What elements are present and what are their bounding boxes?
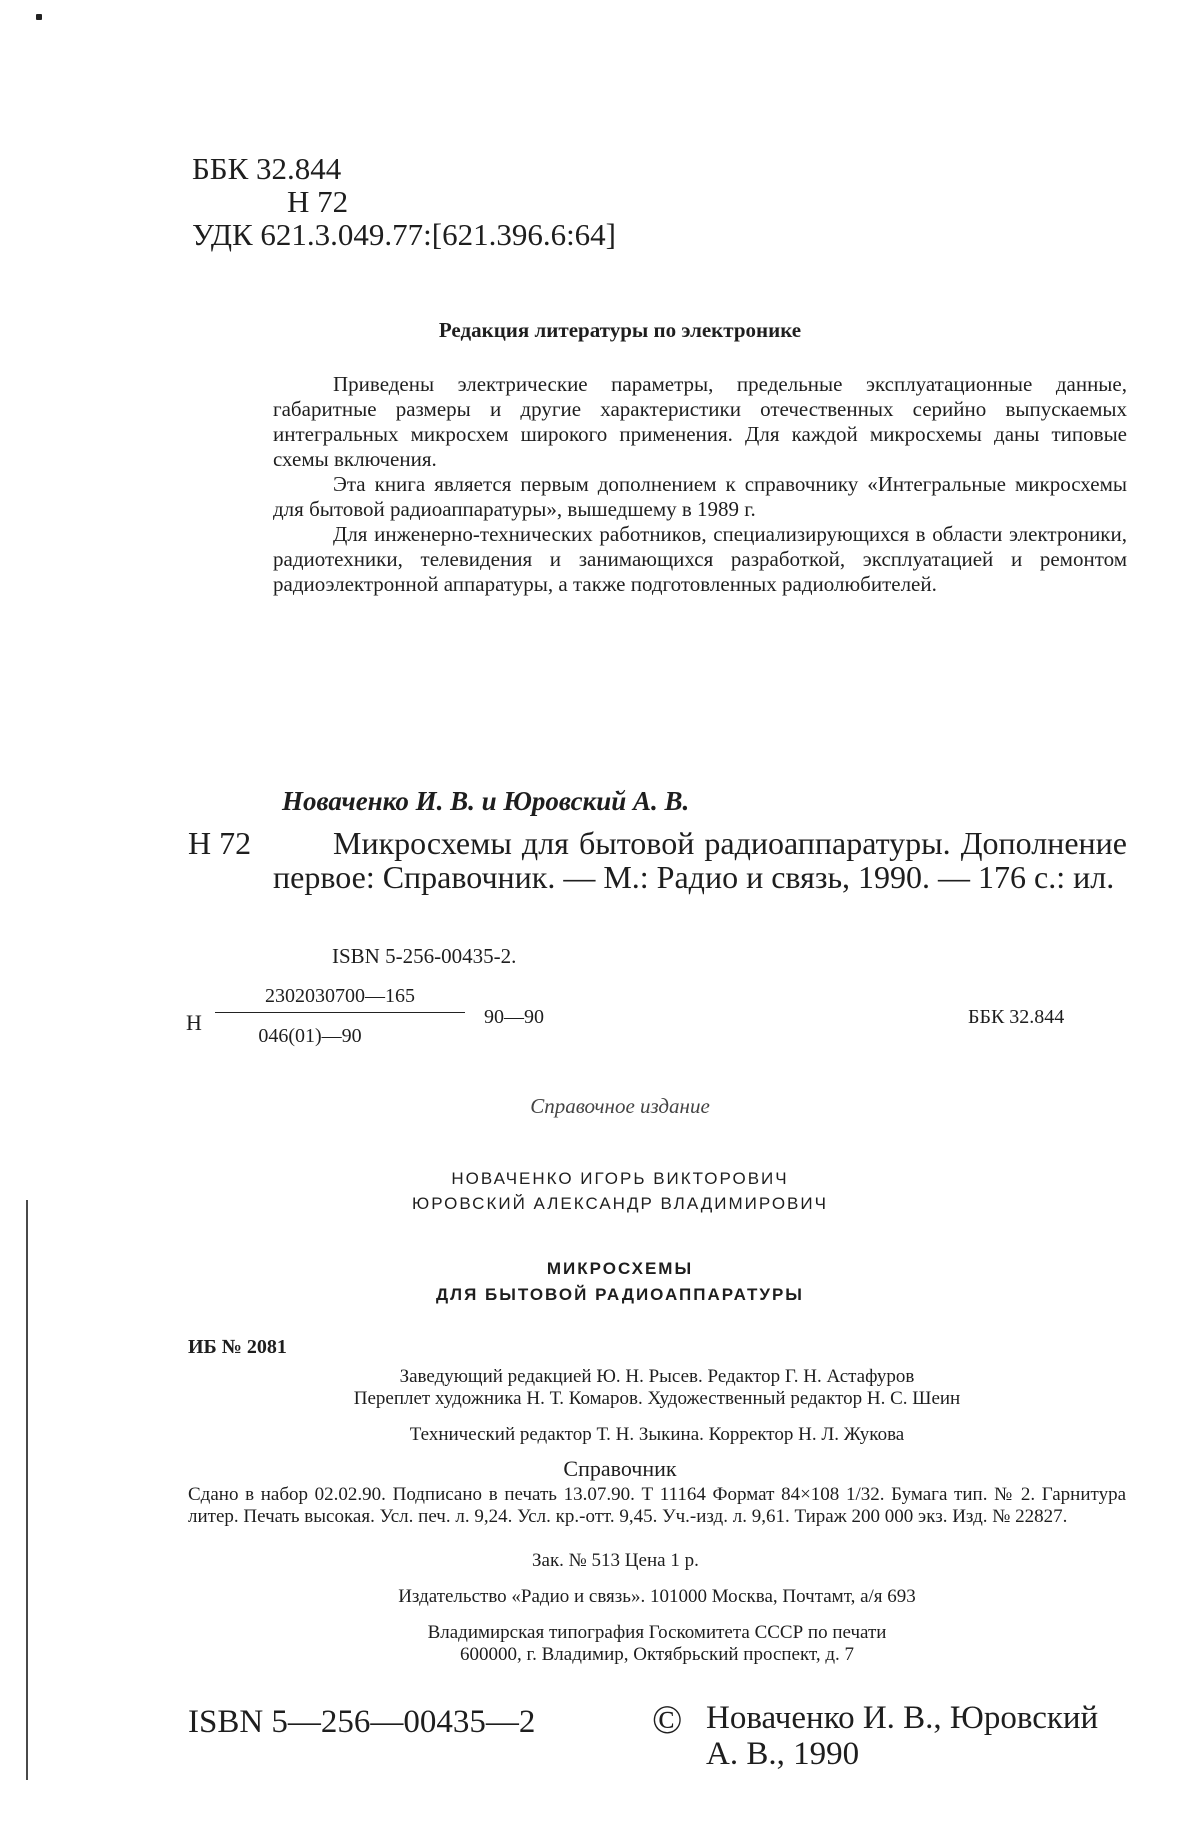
author-mark: Н 72: [287, 184, 349, 219]
publisher: Издательство «Радио и связь». 101000 Москва, Почтамт, а/я 693: [398, 1586, 916, 1607]
print-details: Сдано в набор 02.02.90. Подписано в печать 13.07.90. Т 11164 Формат 84×108 1/32. Бумага тип. № 2. Гарнитура литер. Печать высокая. Усл. печ. л. 9,24. Усл. кр.-отт. 9,45. Уч.-изд. л. 9,61. Тираж 200 000 экз. Изд. № 22827.: [188, 1484, 1126, 1527]
annotation: [273, 372, 1127, 597]
credits-line: Заведующий редакцией Ю. Н. Рысев. Редактор Г. Н. Астафуров: [399, 1366, 915, 1387]
scan-edge-line: [26, 1200, 28, 1780]
book-title: [250, 1256, 990, 1308]
book-title-line: ДЛЯ БЫТОВОЙ РАДИОАППАРАТУРЫ: [436, 1285, 804, 1304]
bottom-isbn: ISBN 5—256—00435—2: [188, 1704, 536, 1740]
classification-block: [192, 152, 616, 251]
print-heading: Справочник: [563, 1456, 677, 1481]
printer: [188, 1622, 1126, 1666]
ib-number: ИБ № 2081: [188, 1336, 287, 1358]
annotation-paragraph: Для инженерно-технических работников, специализирующихся в области электроники, радиотехники, телевидения и занимающихся разработкой, эксплуатацией и ремонтом радиоэлектронной аппаратуры, а также подготовленных радиолюбителей.: [273, 522, 1127, 596]
record-isbn: ISBN 5-256-00435-2.: [332, 944, 517, 968]
copyright-text: Новаченко И. В., Юровский А. В., 1990: [706, 1700, 1099, 1772]
authors-line: Новаченко И. В. и Юровский А. В.: [282, 786, 690, 816]
formula-numerator: 2302030700—165: [265, 985, 415, 1007]
book-title-line: МИКРОСХЕМЫ: [546, 1259, 694, 1278]
annotation-paragraph: Эта книга является первым дополнением к справочнику «Интегральные микросхемы для бытовой радиоаппаратуры», вышедшему в 1989 г.: [273, 472, 1127, 521]
printer-line: Владимирская типография Госкомитета СССР по печати: [427, 1622, 887, 1643]
annotation-paragraph: Приведены электрические параметры, предельные эксплуатационные данные, габаритные размеры и другие характеристики отечественных серийно выпускаемых интегральных микросхем широкого применения. Для каждой микросхемы даны типовые схемы включения.: [273, 372, 1127, 471]
print-order: Зак. № 513 Цена 1 р.: [532, 1550, 699, 1571]
record-text: Микросхемы для бытовой радиоаппаратуры. Дополнение первое: Справочник. — М.: Радио и связь, 1990. — 176 с.: ил.: [273, 825, 1127, 895]
formula-suffix: 90—90: [484, 1006, 544, 1028]
record-mark: Н 72: [188, 825, 252, 861]
author-full-name: ЮРОВСКИЙ АЛЕКСАНДР ВЛАДИМИРОВИЧ: [412, 1194, 828, 1213]
edition-department: Редакция литературы по электронике: [438, 318, 802, 342]
authors-full: [250, 1166, 990, 1216]
corner-mark: [36, 14, 42, 20]
copyright-icon: ©: [652, 1697, 683, 1742]
credits-line: Технический редактор Т. Н. Зыкина. Корректор Н. Л. Жукова: [409, 1424, 905, 1445]
credits-line: Переплет художника Н. Т. Комаров. Художественный редактор Н. С. Шеин: [353, 1388, 961, 1409]
author-full-name: НОВАЧЕНКО ИГОРЬ ВИКТОРОВИЧ: [451, 1169, 789, 1188]
bbk-code: ББК 32.844: [192, 151, 342, 186]
formula-prefix: Н: [186, 1010, 202, 1035]
udk-code: УДК 621.3.049.77:[621.396.6:64]: [192, 217, 617, 252]
printer-line: 600000, г. Владимир, Октябрьский проспект, д. 7: [459, 1644, 855, 1665]
credits: [188, 1366, 1126, 1446]
edition-type: Справочное издание: [530, 1094, 710, 1118]
formula-bbk: ББК 32.844: [968, 1006, 1065, 1028]
formula-denominator: 046(01)—90: [258, 1025, 362, 1047]
formula-line: [215, 1012, 465, 1013]
